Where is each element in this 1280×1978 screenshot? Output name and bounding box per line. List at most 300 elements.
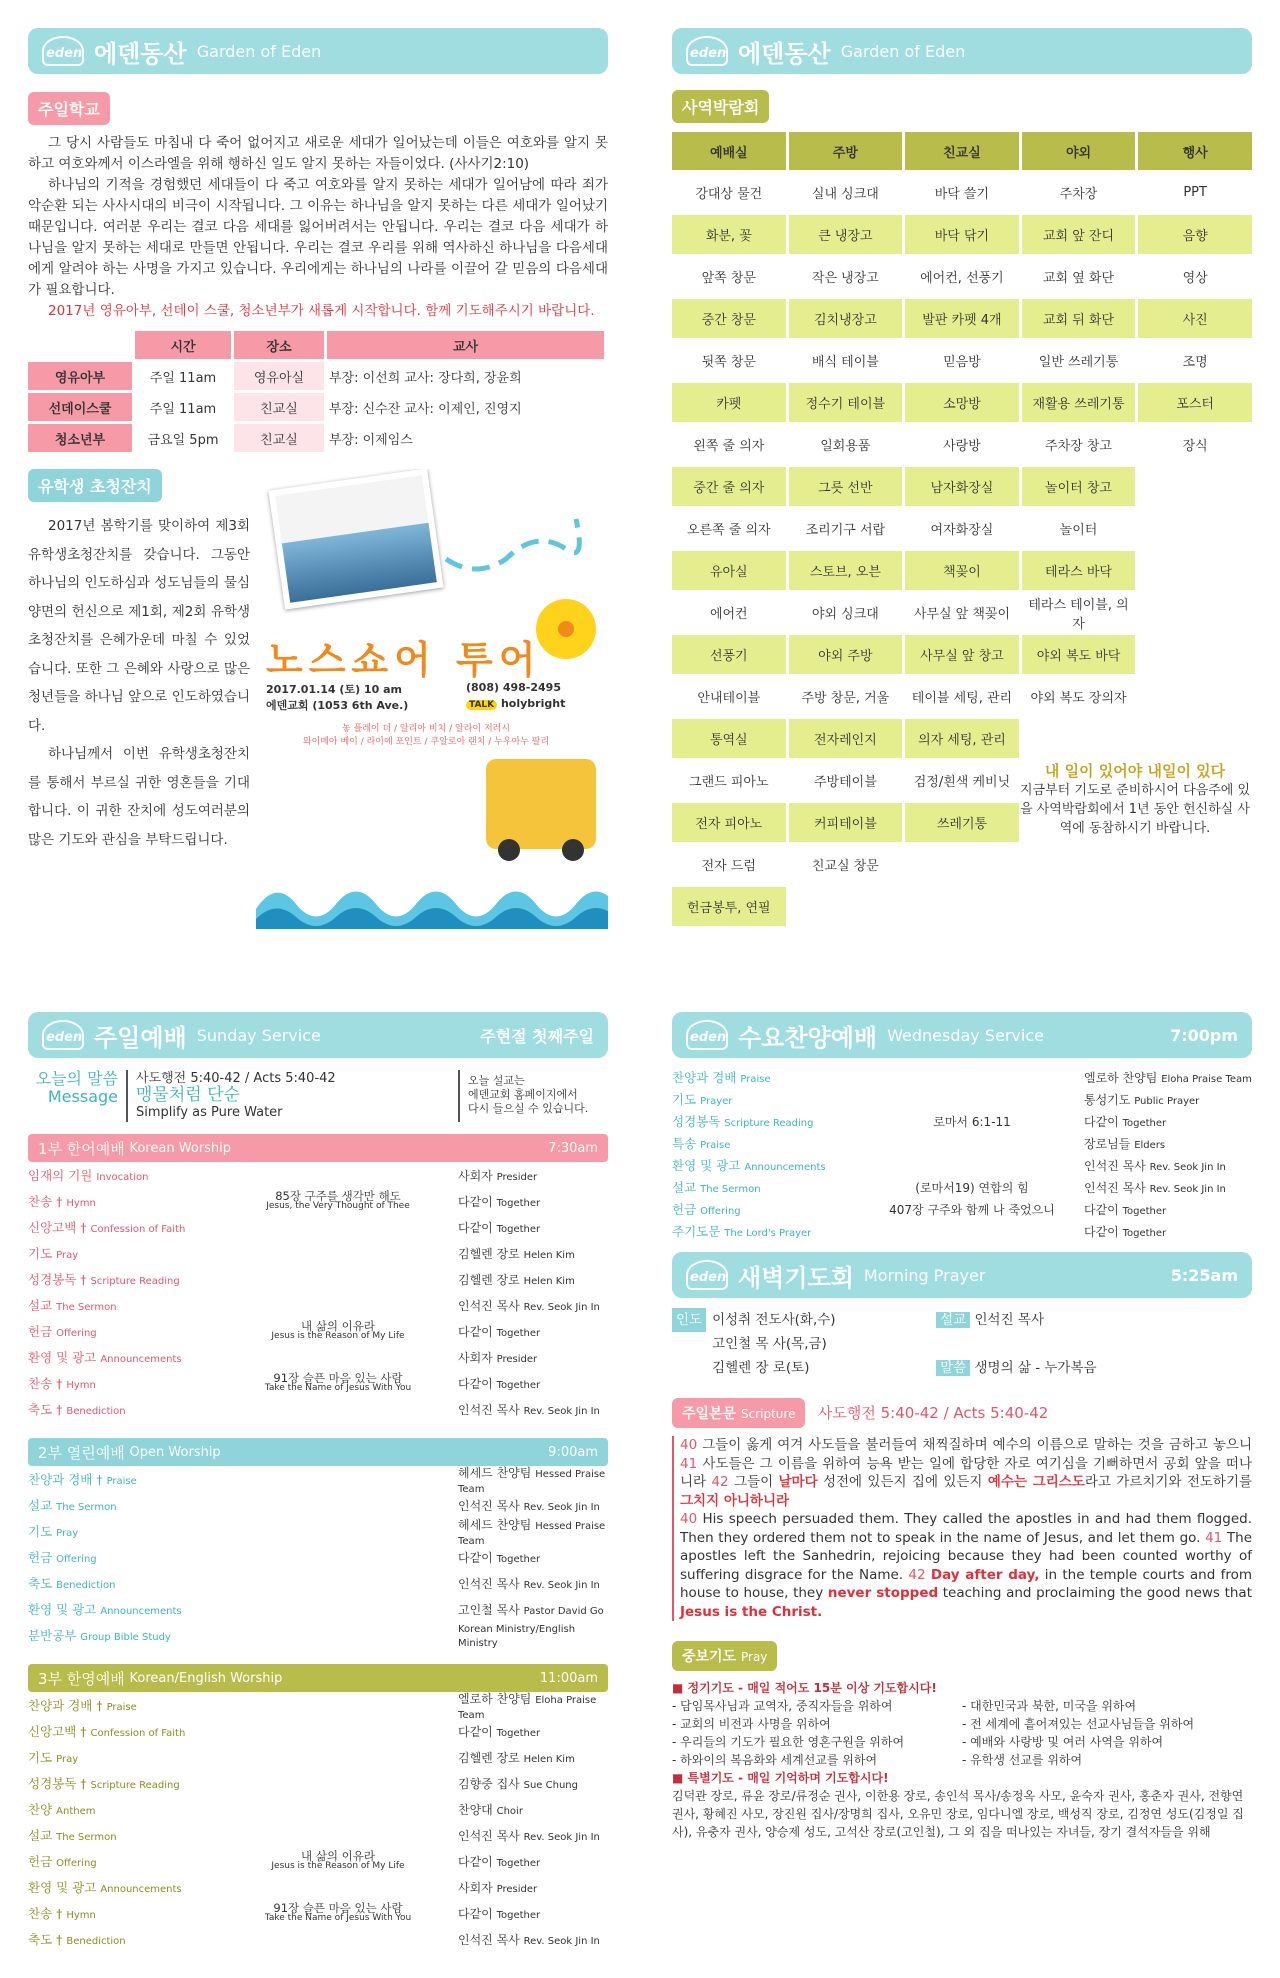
eden-logo-icon bbox=[686, 36, 728, 66]
order-item bbox=[28, 1192, 238, 1210]
expo-cell: 안내테이블 bbox=[697, 691, 761, 706]
verse-number: 40 bbox=[680, 1511, 698, 1527]
order-item-en: Pray bbox=[56, 1528, 79, 1539]
header-right-label: 주현절 첫째주일 bbox=[480, 1026, 594, 1046]
wed-row bbox=[672, 1198, 1252, 1220]
order-item-en: Hymn bbox=[66, 1198, 96, 1209]
table-cell: 영유아부 bbox=[28, 362, 132, 390]
order-leader bbox=[438, 1349, 608, 1366]
expo-row bbox=[672, 467, 1252, 506]
order-item bbox=[28, 1374, 238, 1392]
expo-cell: 에어컨 bbox=[709, 607, 748, 622]
order-item-en: Praise bbox=[106, 1702, 137, 1713]
wed-item bbox=[672, 1090, 872, 1108]
header-title-en: Sunday Service bbox=[196, 1025, 321, 1045]
expo-row bbox=[672, 383, 1252, 422]
order-item bbox=[28, 1800, 238, 1818]
verse-highlight: 예수는 그리스도 bbox=[987, 1474, 1085, 1490]
table-header: 교사 bbox=[327, 331, 604, 359]
order-leader-ko: 헤세드 찬양팀 bbox=[458, 1465, 532, 1480]
expo-cell: 의자 세팅, 관리 bbox=[905, 719, 1019, 758]
order-leader bbox=[438, 1464, 608, 1495]
order-leader-en: Rev. Seok Jin In bbox=[523, 1579, 600, 1591]
expo-cell: 믿음방 bbox=[943, 355, 981, 370]
wed-leader bbox=[1072, 1157, 1252, 1174]
order-item-ko: 임재의 기원 bbox=[28, 1168, 93, 1183]
order-item bbox=[28, 1826, 238, 1844]
order-leader-ko: 다같이 bbox=[458, 1324, 493, 1339]
order-hymn-en: Take the Name of Jesus With You bbox=[264, 1913, 412, 1923]
order-hymn bbox=[238, 1191, 438, 1211]
order-row bbox=[28, 1796, 608, 1822]
expo-cell: 작은 냉장고 bbox=[811, 271, 879, 286]
expo-header: 행사 bbox=[1138, 132, 1252, 170]
expo-cell bbox=[1138, 467, 1252, 506]
order-hymn-ko: 내 삶의 이유라 bbox=[301, 1319, 375, 1333]
dawn-leader: 고인철 목 사(목,금) bbox=[712, 1336, 827, 1352]
expo-cell: 사진 bbox=[1138, 299, 1252, 338]
table-cell: 주일 11am bbox=[149, 370, 217, 386]
intl-student-body: 2017년 봄학기를 맞이하여 제3회 유학생초청잔치를 갖습니다. 그동안 하나님의 인도하심과 성도님들의 물심양면의 헌신으로 제1회, 제2회 유학생 초청잔치를 은혜가운데 마칠 수 있었습니다. 또한 그 은혜와 사랑으로 많은 청년들을 하나님 앞으로 인도하였습니다. bbox=[28, 518, 250, 734]
wed-leader-en: Together bbox=[1122, 1227, 1167, 1239]
left-column bbox=[28, 28, 608, 1947]
order-row bbox=[28, 1570, 608, 1596]
expo-cell: 오른쪽 줄 의자 bbox=[686, 523, 771, 538]
wed-item-ko: 특송 bbox=[672, 1136, 697, 1151]
order-item-ko: 축도 bbox=[28, 1576, 53, 1591]
order-row bbox=[28, 1596, 608, 1622]
order-item-ko: 찬송 † bbox=[28, 1194, 63, 1209]
expo-cell: 그릇 선반 bbox=[789, 467, 903, 506]
header-title-en: Garden of Eden bbox=[840, 41, 966, 61]
order-leader-en: Rev. Seok Jin In bbox=[523, 1831, 600, 1843]
order-hymn bbox=[238, 1851, 438, 1871]
expo-cell: 헌금봉투, 연필 bbox=[672, 887, 786, 926]
dawn-leader: 김헬렌 장 로(토) bbox=[712, 1360, 810, 1376]
expo-cell: 교회 앞 잔디 bbox=[1022, 215, 1136, 254]
ministry-expo-tag: 사역박람회 bbox=[672, 90, 769, 123]
order-leader-ko: 인석진 목사 bbox=[458, 1402, 520, 1417]
verse-number: 42 bbox=[908, 1566, 926, 1583]
service-title-en: Korean/English Worship bbox=[129, 1670, 283, 1686]
wed-leader-en: Rev. Seok Jin In bbox=[1149, 1183, 1226, 1195]
wed-item bbox=[672, 1134, 872, 1152]
service-1-order bbox=[28, 1162, 608, 1422]
expo-cell: 정수기 테이블 bbox=[789, 383, 903, 422]
order-item-ko: 환영 및 광고 bbox=[28, 1880, 97, 1895]
dawn-sermon: 인석진 목사 bbox=[974, 1312, 1044, 1328]
wed-item-en: Offering bbox=[700, 1206, 741, 1217]
table-cell: 금요일 5pm bbox=[147, 432, 219, 448]
order-leader-en: Choir bbox=[496, 1805, 523, 1817]
order-item-ko: 헌금 bbox=[28, 1854, 53, 1869]
order-leader bbox=[438, 1801, 608, 1818]
expo-cell: 놀이터 창고 bbox=[1022, 467, 1136, 506]
header-title-ko: 새벽기도회 bbox=[738, 1263, 854, 1292]
prayer-tag-ko: 중보기도 bbox=[682, 1649, 737, 1665]
order-item-ko: 신앙고백 † bbox=[28, 1220, 87, 1235]
poster-van-icon bbox=[486, 759, 596, 849]
order-item bbox=[28, 1470, 238, 1488]
order-leader-en: Presider bbox=[496, 1171, 538, 1183]
dawn-leaders bbox=[706, 1308, 936, 1380]
order-item-en: Pray bbox=[56, 1250, 79, 1261]
expo-cell: 주차장 bbox=[1059, 187, 1098, 202]
order-item-en: Group Bible Study bbox=[80, 1632, 171, 1643]
wed-leader-ko: 다같이 bbox=[1084, 1224, 1119, 1239]
order-leader-en: Together bbox=[496, 1327, 541, 1339]
order-row bbox=[28, 1517, 608, 1547]
expo-cell bbox=[1138, 887, 1252, 926]
wed-leader-ko: 통성기도 bbox=[1084, 1092, 1131, 1107]
poster-note bbox=[296, 721, 556, 747]
service-title: 2부 열린예배 bbox=[38, 1443, 125, 1462]
poster-place: 에덴교회 (1053 6th Ave.) bbox=[266, 699, 409, 712]
expo-header: 주방 bbox=[789, 132, 903, 170]
order-leader-ko: 인석진 목사 bbox=[458, 1576, 520, 1591]
intl-student-text bbox=[28, 512, 250, 854]
expo-cell: 테이블 세팅, 관리 bbox=[911, 691, 1013, 706]
wed-leader bbox=[1072, 1113, 1252, 1130]
order-item-ko: 환영 및 광고 bbox=[28, 1602, 97, 1617]
wed-row bbox=[672, 1088, 1252, 1110]
order-leader bbox=[438, 1690, 608, 1721]
order-hymn-en: Jesus is the Reason of My Life bbox=[271, 1331, 405, 1341]
order-item-ko: 찬송 † bbox=[28, 1376, 63, 1391]
order-item bbox=[28, 1600, 238, 1618]
order-row bbox=[28, 1744, 608, 1770]
order-item-ko: 분반공부 bbox=[28, 1628, 77, 1643]
eden-header-right bbox=[672, 28, 1252, 74]
wednesday-order bbox=[672, 1066, 1252, 1242]
prayer-item: - 교회의 비전과 사명을 위하여 bbox=[672, 1717, 831, 1731]
poster-kakao-id: holybright bbox=[500, 697, 566, 710]
expo-row bbox=[672, 173, 1252, 212]
order-leader-en: Eloha Praise Team bbox=[458, 1694, 597, 1721]
expo-cell: 포스터 bbox=[1138, 383, 1252, 422]
wed-item-en: Scripture Reading bbox=[724, 1118, 814, 1129]
order-leader bbox=[438, 1905, 608, 1922]
message-label-en: Message bbox=[47, 1087, 118, 1106]
expo-cell: 커피테이블 bbox=[789, 803, 903, 842]
prayer-special: ■ 특별기도 - 매일 기억하며 기도합시다! bbox=[672, 1771, 889, 1785]
order-row bbox=[28, 1344, 608, 1370]
expo-cell: 친교실 창문 bbox=[811, 859, 879, 874]
order-leader-ko: 다같이 bbox=[458, 1220, 493, 1235]
order-leader-ko: 다같이 bbox=[458, 1724, 493, 1739]
expo-cell: 화분, 꽃 bbox=[672, 215, 786, 254]
order-leader-en: Together bbox=[496, 1197, 541, 1209]
wednesday-header bbox=[672, 1012, 1252, 1058]
expo-cell: 큰 냉장고 bbox=[789, 215, 903, 254]
poster-kakao bbox=[466, 697, 565, 710]
message-note: 오늘 설교는 에덴교회 홈페이지에서 다시 들으실 수 있습니다. bbox=[458, 1070, 608, 1122]
scripture-en bbox=[680, 1510, 1252, 1621]
verse-text: 라고 가르치기와 전도하기를 bbox=[1084, 1474, 1253, 1490]
order-leader-ko: 사회자 bbox=[458, 1880, 493, 1895]
order-row bbox=[28, 1240, 608, 1266]
order-leader bbox=[438, 1245, 608, 1262]
order-item bbox=[28, 1322, 238, 1340]
order-leader-en: Presider bbox=[496, 1883, 538, 1895]
dawn-word: 생명의 삶 - 누가복음 bbox=[974, 1360, 1097, 1376]
poster-note-2: 와이메아 베이 / 라이에 포인트 / 쿠알로아 랜치 / 누우아누 팔리 bbox=[302, 737, 550, 747]
expo-note-body: 지금부터 기도로 준비하시어 다음주에 있을 사역박람회에서 1년 동안 헌신하실 사역에 동참하시기 바랍니다. bbox=[1019, 783, 1250, 836]
order-leader-en: Together bbox=[496, 1727, 541, 1739]
table-cell: 친교실 bbox=[234, 393, 324, 421]
order-row bbox=[28, 1822, 608, 1848]
eden-logo-icon bbox=[42, 1020, 84, 1050]
order-hymn-en: Jesus, the Very Thought of Thee bbox=[266, 1201, 410, 1211]
expo-cell bbox=[1138, 719, 1252, 758]
order-row bbox=[28, 1465, 608, 1495]
order-row bbox=[28, 1396, 608, 1422]
eden-logo-icon bbox=[686, 1020, 728, 1050]
order-leader bbox=[438, 1219, 608, 1236]
order-hymn-en: Take the Name of Jesus With You bbox=[264, 1383, 412, 1393]
order-leader-en: Together bbox=[496, 1909, 541, 1921]
order-item-en: Benediction bbox=[56, 1580, 116, 1591]
dawn-lead-label: 인도 bbox=[672, 1308, 706, 1332]
prayer-tag-en: Pray bbox=[740, 1650, 768, 1664]
expo-cell: 뒷쪽 창문 bbox=[701, 355, 756, 370]
order-item-en: Praise bbox=[106, 1476, 137, 1487]
message-label-ko: 오늘의 말씀 bbox=[35, 1069, 118, 1088]
service-title: 1부 한어예배 bbox=[38, 1139, 125, 1158]
expo-cell: 전자레인지 bbox=[789, 719, 903, 758]
order-hymn bbox=[238, 1373, 438, 1393]
order-item bbox=[28, 1522, 238, 1540]
service-title-en: Korean Worship bbox=[129, 1140, 232, 1156]
order-row bbox=[28, 1188, 608, 1214]
order-item-en: Offering bbox=[56, 1554, 97, 1565]
header-title-en: Garden of Eden bbox=[196, 41, 322, 61]
expo-cell: 강대상 물건 bbox=[695, 187, 763, 202]
prayer-items bbox=[672, 1697, 1252, 1769]
wed-item-ko: 환영 및 광고 bbox=[672, 1158, 741, 1173]
order-item-ko: 찬양과 경배 † bbox=[28, 1472, 103, 1487]
wed-leader-en: Elders bbox=[1134, 1139, 1166, 1151]
wed-item-en: Announcements bbox=[744, 1162, 826, 1173]
order-item-ko: 헌금 bbox=[28, 1550, 53, 1565]
order-leader-en: Together bbox=[496, 1857, 541, 1869]
verse-highlight: Jesus is the Christ. bbox=[680, 1603, 823, 1620]
order-row bbox=[28, 1848, 608, 1874]
expo-cell bbox=[1138, 509, 1252, 548]
order-hymn-ko: 85장 구주를 생각만 해도 bbox=[275, 1189, 401, 1203]
poster-waves bbox=[256, 869, 608, 929]
table-cell: 부장: 이제임스 bbox=[329, 432, 413, 448]
expo-cell: 카펫 bbox=[672, 383, 786, 422]
order-leader-en: Pastor David Go bbox=[523, 1605, 604, 1617]
order-row bbox=[28, 1318, 608, 1344]
order-item-en: Announcements bbox=[100, 1354, 182, 1365]
dawn-sermon-label: 설교 bbox=[936, 1312, 970, 1328]
wed-leader bbox=[1072, 1223, 1252, 1240]
wed-item-ko: 기도 bbox=[672, 1092, 697, 1107]
expo-cell: 배식 테이블 bbox=[811, 355, 879, 370]
order-leader bbox=[438, 1853, 608, 1870]
service-time: 11:00am bbox=[539, 1670, 598, 1686]
order-leader-en: Sue Chung bbox=[523, 1779, 578, 1791]
expo-header-row bbox=[672, 132, 1252, 170]
expo-row bbox=[672, 299, 1252, 338]
header-title-en: Morning Prayer bbox=[863, 1265, 986, 1285]
order-leader bbox=[438, 1749, 608, 1766]
order-item-en: The Sermon bbox=[56, 1302, 117, 1313]
sunday-service-section bbox=[28, 1012, 608, 1952]
service-2-bar bbox=[28, 1438, 608, 1466]
order-leader-ko: 고인철 목사 bbox=[458, 1602, 520, 1617]
prayer-item: - 대한민국과 북한, 미국을 위하여 bbox=[962, 1699, 1137, 1713]
wed-leader bbox=[1072, 1091, 1252, 1108]
expo-row bbox=[672, 341, 1252, 380]
expo-cell: 장식 bbox=[1182, 439, 1208, 454]
wed-row bbox=[672, 1066, 1252, 1088]
wed-leader-ko: 인석진 목사 bbox=[1084, 1180, 1146, 1195]
expo-cell: 테라스 테이블, 의자 bbox=[1028, 597, 1129, 632]
expo-cell: 사무실 앞 창고 bbox=[905, 635, 1019, 674]
order-leader bbox=[438, 1271, 608, 1288]
expo-cell bbox=[1138, 593, 1252, 632]
order-leader bbox=[438, 1516, 608, 1547]
order-row bbox=[28, 1214, 608, 1240]
order-hymn-ko: 내 삶의 이유라 bbox=[301, 1849, 375, 1863]
order-row bbox=[28, 1162, 608, 1188]
header-title-en: Wednesday Service bbox=[887, 1025, 1044, 1045]
sunday-school-section bbox=[28, 92, 608, 455]
scripture-tag bbox=[672, 1398, 805, 1428]
order-item-en: Scripture Reading bbox=[90, 1276, 180, 1287]
verse-number: 42 bbox=[711, 1474, 729, 1490]
wed-leader bbox=[1072, 1135, 1252, 1152]
order-leader-en: Rev. Seok Jin In bbox=[523, 1501, 600, 1513]
expo-row bbox=[672, 887, 1252, 926]
expo-cell: 사랑방 bbox=[943, 439, 981, 454]
tour-poster bbox=[256, 469, 608, 929]
expo-cell: 책꽂이 bbox=[905, 551, 1019, 590]
order-leader-en: Korean Ministry/English Ministry bbox=[458, 1624, 576, 1649]
expo-cell bbox=[905, 887, 1019, 926]
order-leader bbox=[438, 1323, 608, 1340]
order-leader bbox=[438, 1401, 608, 1418]
service-3-order bbox=[28, 1692, 608, 1952]
order-item-ko: 찬송 † bbox=[28, 1906, 63, 1921]
expo-cell: 교회 옆 화단 bbox=[1042, 271, 1115, 286]
order-item-en: Benediction bbox=[66, 1406, 126, 1417]
scripture-tag-ko: 주일본문 bbox=[682, 1406, 737, 1422]
service-title: 3부 한영예배 bbox=[38, 1669, 125, 1688]
expo-note-title: 내 일이 있어야 내일이 있다 bbox=[1044, 762, 1226, 780]
prayer-special-body: 김덕관 장로, 류윤 장로/류정순 권사, 이한용 장로, 송인석 목사/송정옥 사모, 윤숙자 권사, 홍춘자 권사, 전향연 권사, 황혜진 사모, 장진원 집사/장명희 집사, 오유민 장로, 임다니엘 장로, 백성직 장로, 김정연 성도(김정일 집사), 유충자 권사, 양승제 성도, 고석산 장로(고인철), 그 외 집을 떠나있는 자녀들, 장기 결석자들을 위해 bbox=[672, 1789, 1244, 1839]
prayer-item: - 담임목사님과 교역자, 중직자들을 위하여 bbox=[672, 1699, 893, 1713]
verse-highlight: Day after day, bbox=[930, 1566, 1040, 1583]
expo-note bbox=[1018, 762, 1252, 838]
order-item-en: Pray bbox=[56, 1754, 79, 1765]
order-item-ko: 축도 † bbox=[28, 1932, 63, 1947]
poster-photo bbox=[268, 469, 443, 610]
service-time: 7:30am bbox=[548, 1140, 598, 1156]
order-leader bbox=[438, 1167, 608, 1184]
wed-item bbox=[672, 1178, 872, 1196]
scripture-tag-en: Scripture bbox=[740, 1407, 796, 1421]
order-item-en: Announcements bbox=[100, 1606, 182, 1617]
verse-number: 40 bbox=[680, 1437, 698, 1453]
order-leader bbox=[438, 1549, 608, 1566]
order-item-en: Scripture Reading bbox=[90, 1780, 180, 1791]
expo-cell bbox=[1022, 845, 1136, 884]
order-leader-ko: 인석진 목사 bbox=[458, 1828, 520, 1843]
expo-cell: 김치냉장고 bbox=[789, 299, 903, 338]
prayer-regular: ■ 정기기도 - 매일 적어도 15분 이상 기도합시다! bbox=[672, 1681, 937, 1695]
order-item bbox=[28, 1904, 238, 1922]
order-item bbox=[28, 1626, 238, 1644]
order-leader-en: Together bbox=[496, 1379, 541, 1391]
order-hymn-ko: 91장 슬픈 마음 있는 사람 bbox=[273, 1371, 403, 1385]
prayer-item: - 전 세계에 흩어져있는 선교사님들을 위하여 bbox=[962, 1717, 1195, 1731]
sunday-service-header bbox=[28, 1012, 608, 1058]
expo-cell: 주방테이블 bbox=[813, 775, 877, 790]
wed-detail: 407장 구주와 함께 나 죽었으니 bbox=[889, 1202, 1055, 1217]
table-row bbox=[28, 424, 604, 452]
verse-highlight: never stopped bbox=[827, 1585, 939, 1601]
order-row bbox=[28, 1874, 608, 1900]
message-title: 맹물처럼 단순 bbox=[136, 1085, 240, 1105]
expo-cell: 테라스 바닥 bbox=[1022, 551, 1136, 590]
table-cell: 영유아실 bbox=[234, 362, 324, 390]
expo-cell bbox=[1138, 551, 1252, 590]
verse-text: teaching and proclaiming the good news that bbox=[942, 1585, 1252, 1601]
eden-logo-icon bbox=[686, 1260, 728, 1290]
message-ref: 사도행전 5:40-42 / Acts 5:40-42 bbox=[136, 1071, 336, 1086]
expo-cell: 바닥 쓸기 bbox=[934, 187, 990, 202]
expo-cell bbox=[1138, 845, 1252, 884]
wed-leader-en: Together bbox=[1122, 1205, 1167, 1217]
order-item bbox=[28, 1852, 238, 1870]
order-item-ko: 기도 bbox=[28, 1246, 53, 1261]
wed-item bbox=[672, 1068, 872, 1086]
wed-item bbox=[672, 1222, 872, 1240]
expo-cell: 선풍기 bbox=[672, 635, 786, 674]
expo-cell: 쓰레기통 bbox=[905, 803, 1019, 842]
header-right-label: 7:00pm bbox=[1170, 1025, 1238, 1045]
message-label bbox=[28, 1070, 128, 1122]
expo-cell: 전자 피아노 bbox=[672, 803, 786, 842]
wed-row bbox=[672, 1220, 1252, 1242]
expo-cell: 통역실 bbox=[672, 719, 786, 758]
verse-number: 41 bbox=[680, 1455, 698, 1472]
table-header bbox=[28, 331, 132, 359]
order-leader-ko: 인석진 목사 bbox=[458, 1932, 520, 1947]
expo-row bbox=[672, 719, 1252, 758]
verse-text: His speech persuaded them. They called the apostles in and had them flogged. Then they ordered them not to speak in the name of Jesus, and let them go. bbox=[680, 1511, 1252, 1546]
order-item-en: Benediction bbox=[66, 1936, 126, 1947]
order-leader bbox=[438, 1297, 608, 1314]
order-item-ko: 설교 bbox=[28, 1498, 53, 1513]
expo-cell bbox=[1138, 635, 1252, 674]
order-leader-ko: 다같이 bbox=[458, 1376, 493, 1391]
order-item bbox=[28, 1166, 238, 1184]
expo-header: 예배실 bbox=[672, 132, 786, 170]
order-item-en: Announcements bbox=[100, 1884, 182, 1895]
expo-cell: 일반 쓰레기통 bbox=[1038, 355, 1119, 370]
service-title-en: Open Worship bbox=[129, 1444, 221, 1460]
order-item bbox=[28, 1244, 238, 1262]
order-leader-ko: 다같이 bbox=[458, 1854, 493, 1869]
sunday-school-verse: 그 당시 사람들도 마침내 다 죽어 없어지고 새로운 세대가 일어났는데 이들은 여호와를 알지 못하고 여호와께서 이스라엘을 위해 행하신 일도 알지 못하는 자들이었다. (사사기2:10) bbox=[28, 135, 608, 172]
expo-cell bbox=[1138, 677, 1252, 716]
order-leader-ko: 김향중 집사 bbox=[458, 1776, 520, 1791]
